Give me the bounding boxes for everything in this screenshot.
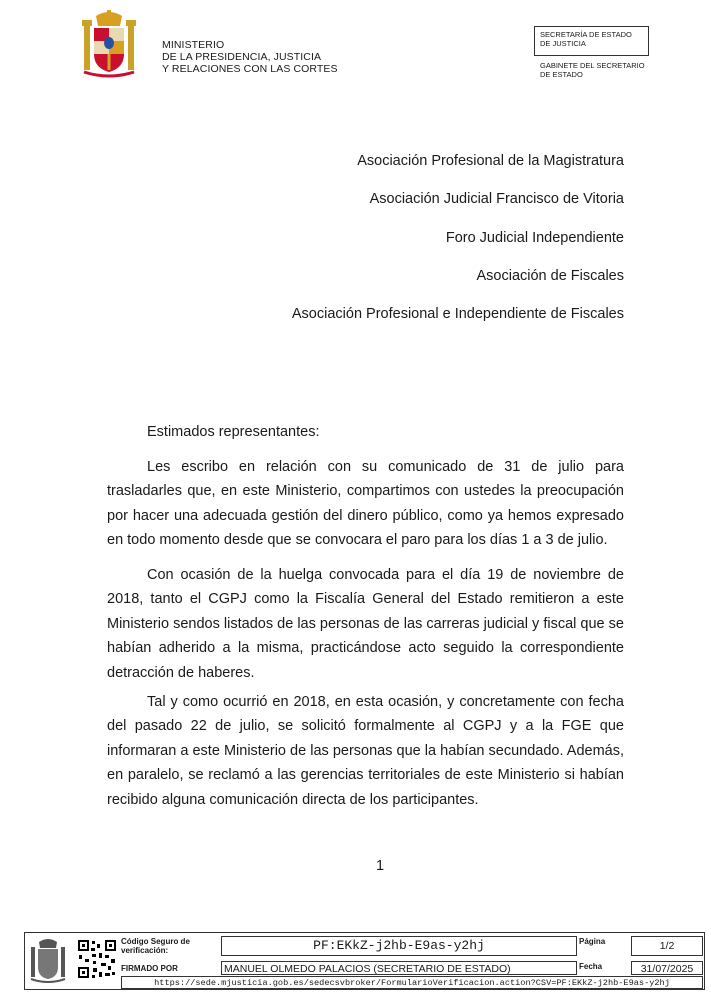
signed-by-value: MANUEL OLMEDO PALACIOS (SECRETARIO DE ESTADO)	[221, 961, 577, 975]
date-value: 31/07/2025	[631, 961, 703, 975]
body-paragraph: Les escribo en relación con su comunicado de 31 de julio para trasladarles que, en este Ministerio, compartimos con ustedes la preocupación por hacer una adecuada gestión del dinero público, como ya hemos expresado en todo momento desde que se convocara el paro para los días 1 a 3 de julio.	[107, 459, 624, 549]
ministry-name	[162, 39, 338, 75]
salutation: Estimados representantes:	[147, 424, 320, 440]
page-label: Página	[579, 937, 606, 946]
addressee: Asociación Profesional de la Magistratura	[357, 153, 624, 169]
coat-of-arms-icon	[80, 10, 138, 82]
verification-url[interactable]: https://sede.mjusticia.gob.es/sedecsvbroker/FormularioVerificacion.action?CSV=PF:EKkZ-j2hb-E9as-y2hj	[121, 976, 703, 989]
gabinete-label	[540, 61, 645, 79]
csv-label: Código Seguro de verificación:	[121, 937, 190, 955]
page-value: 1/2	[631, 936, 703, 956]
secretaria-box	[534, 26, 649, 56]
csv-value: PF:EKkZ-j2hb-E9as-y2hj	[221, 936, 577, 956]
coat-of-arms-icon	[29, 937, 67, 985]
gabinete-line: DE ESTADO	[540, 70, 583, 79]
signed-label: FIRMADO POR	[121, 964, 178, 973]
body-paragraph: Tal y como ocurrió en 2018, en esta ocasión, y concretamente con fecha del pasado 22 de julio, se solicitó formalmente al CGPJ y a la FGE que informaran a este Ministerio de las personas que la habían secundado. Además, en paralelo, se reclamó a las gerencias territoriales de este Ministerio si habían recibido alguna comunicación directa de los participantes.	[107, 694, 624, 808]
gabinete-line: GABINETE DEL SECRETARIO	[540, 61, 645, 70]
body-paragraph: Con ocasión de la huelga convocada para el día 19 de noviembre de 2018, tanto el CGPJ como la Fiscalía General del Estado remitieron a este Ministerio sendos listados de las personas de las carreras judicial y fiscal que se habían adherido a la misma, practicándose acto seguido la correspondiente detracción de haberes.	[107, 567, 624, 681]
addressee: Asociación Judicial Francisco de Vitoria	[369, 191, 624, 207]
addressee: Foro Judicial Independiente	[445, 230, 624, 246]
page-number: 1	[376, 858, 385, 874]
addressee: Asociación de Fiscales	[476, 268, 624, 284]
date-label: Fecha	[579, 962, 603, 971]
ministry-line: Y RELACIONES CON LAS CORTES	[162, 63, 338, 75]
ministry-line: MINISTERIO	[162, 39, 225, 51]
secretaria-line: SECRETARÍA DE ESTADO	[540, 30, 632, 39]
secretaria-line: DE JUSTICIA	[540, 39, 586, 48]
verification-footer	[24, 932, 705, 990]
addressee: Asociación Profesional e Independiente de Fiscales	[291, 306, 624, 322]
qr-code-icon	[77, 939, 117, 979]
ministry-line: DE LA PRESIDENCIA, JUSTICIA	[162, 51, 322, 63]
